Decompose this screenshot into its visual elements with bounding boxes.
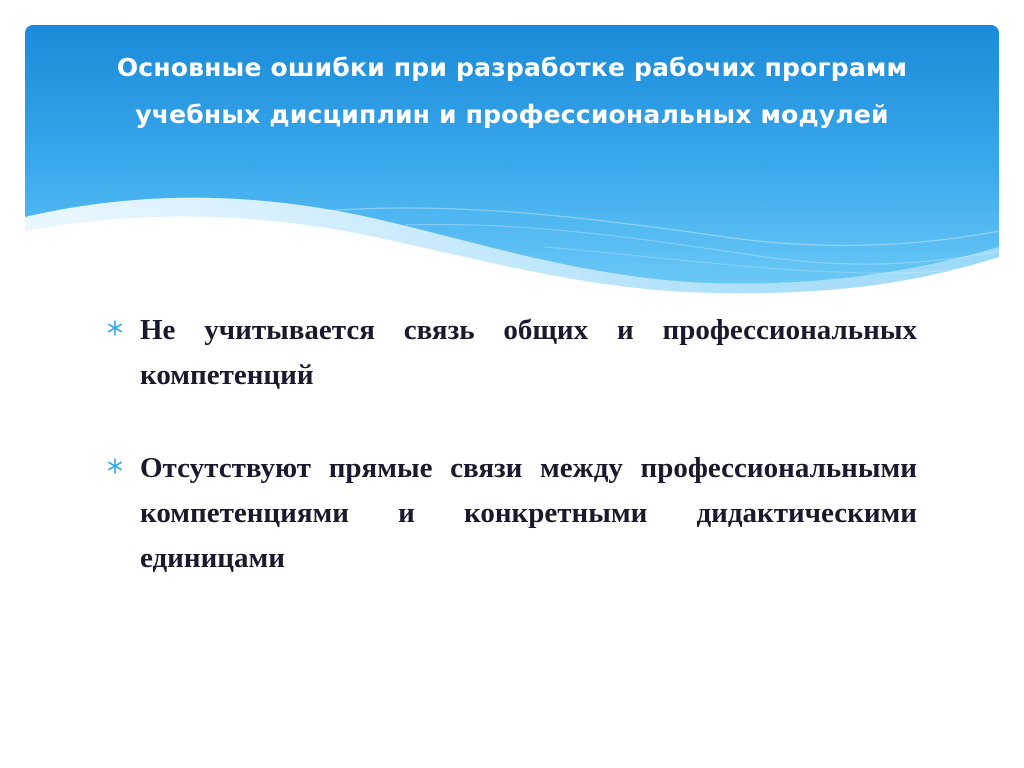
list-item	[105, 446, 917, 581]
bullet-text: Не учитывается связь общих и профессиональных компетенций	[140, 314, 917, 391]
list-item	[105, 308, 917, 398]
asterisk-icon	[105, 318, 125, 338]
bullet-text: Отсутствуют прямые связи между профессиональными компетенциями и конкретными дидактическими единицами	[140, 452, 917, 574]
asterisk-icon	[105, 456, 125, 476]
slide-title: Основные ошибки при разработке рабочих программ учебных дисциплин и профессиональных модулей	[116, 53, 908, 129]
bullet-list	[105, 308, 917, 629]
